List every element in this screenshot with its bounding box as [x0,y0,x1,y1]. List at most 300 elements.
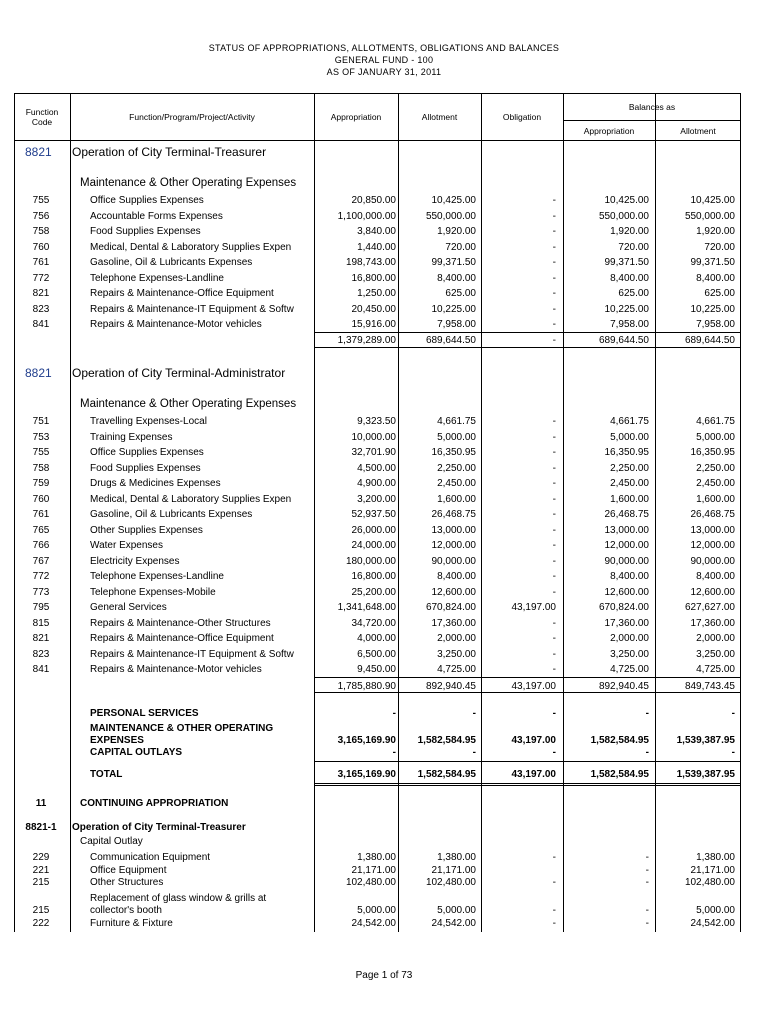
item-name: Travelling Expenses-Local [90,416,207,427]
table-row [0,193,768,208]
item-allotment: 7,958.00 [437,319,476,330]
item-allotment: 12,000.00 [431,540,476,551]
item-obligation: - [552,493,556,505]
subtotal-row [0,333,768,348]
item-name: Other Structures [90,877,164,888]
summary-bal-allotment: - [731,708,735,719]
table-row [0,255,768,270]
col-header-allotment: Allotment [421,112,458,122]
summary-personal-services [0,706,768,721]
item-name: Medical, Dental & Laboratory Supplies Expen [90,493,292,505]
item-obligation: - [552,664,556,675]
table-row [0,616,768,631]
summary-label: MAINTENANCE & OTHER OPERATING [90,723,274,734]
item-obligation: - [552,509,556,520]
item-bal-appropriation: 2,000.00 [610,633,649,644]
table-row [0,662,768,677]
item-appropriation: 9,323.50 [357,416,396,427]
item-appropriation: 34,720.00 [351,617,396,629]
item-bal-appropriation: 625.00 [618,288,649,299]
summary-allotment: 1,582,584.95 [417,735,476,746]
item-allotment: 8,400.00 [437,272,476,284]
item-code: 753 [32,431,50,443]
item-obligation: - [552,210,556,222]
furniture-obligation: - [552,918,556,929]
table-row [0,240,768,255]
summary-bal-appropriation: - [645,747,649,758]
item-obligation: 43,197.00 [511,602,556,613]
item-allotment: 10,425.00 [431,195,476,206]
item-bal-appropriation: 7,958.00 [610,319,649,330]
item-code: 758 [32,226,50,237]
item-appropriation: 52,937.50 [351,509,396,520]
item-code: 759 [32,478,50,489]
item-bal-appropriation: 8,400.00 [610,272,649,284]
item-obligation: - [552,648,556,660]
report-fund: GENERAL FUND - 100 [334,55,434,65]
item-name: Repairs & Maintenance-Motor vehicles [90,664,262,675]
replacement-allotment: 5,000.00 [437,905,476,916]
item-bal-appropriation: 5,000.00 [610,431,649,443]
subtotal-bal-appropriation: 892,940.45 [598,681,649,692]
item-code: 760 [32,241,50,253]
item-appropriation: 102,480.00 [345,877,396,888]
item-appropriation: 20,850.00 [351,195,396,206]
item-bal-appropriation: 8,400.00 [610,571,649,582]
item-obligation: - [552,257,556,268]
item-name: Office Supplies Expenses [90,447,204,458]
replacement-bal-allotment: 5,000.00 [696,905,735,916]
item-allotment: 4,661.75 [437,416,476,427]
table-row [0,414,768,429]
item-appropriation: 1,100,000.00 [337,210,396,222]
item-bal-appropriation: 16,350.95 [604,447,649,458]
item-bal-appropriation: 13,000.00 [604,524,649,536]
item-bal-allotment: 10,225.00 [690,303,735,315]
item-bal-appropriation: 670,824.00 [598,602,649,613]
item-code: 761 [32,257,50,268]
col-header-function: Function/Program/Project/Activity [129,112,255,122]
item-allotment: 625.00 [445,288,476,299]
col-header-bal-allotment: Allotment [680,126,716,136]
item-name: Repairs & Maintenance-IT Equipment & Softw [90,648,294,660]
col-header-appropriation: Appropriation [330,112,382,122]
item-name: Medical, Dental & Laboratory Supplies Expen [90,241,292,253]
item-name: General Services [90,602,167,613]
item-bal-allotment: 26,468.75 [690,509,735,520]
total-bal-allotment: 1,539,387.95 [676,769,735,780]
item-bal-appropriation: 10,425.00 [604,195,649,206]
subtotal-appropriation: 1,785,880.90 [337,681,396,692]
item-obligation: - [552,195,556,206]
item-name: Water Expenses [90,540,163,551]
capital-outlay-group: Capital Outlay [80,836,143,847]
item-code: 841 [32,664,50,675]
item-allotment: 12,600.00 [431,586,476,598]
table-row [0,476,768,491]
expense-group-title: Maintenance & Other Operating Expenses [80,177,297,189]
item-bal-appropriation: - [645,877,649,888]
subtotal-appropriation: 1,379,289.00 [337,335,396,346]
item-name: Repairs & Maintenance-Other Structures [90,617,271,629]
item-name: Other Supplies Expenses [90,524,203,536]
item-bal-allotment: 17,360.00 [690,617,735,629]
item-bal-appropriation: 3,250.00 [610,648,649,660]
item-bal-appropriation: 4,725.00 [610,664,649,675]
summary-label: CAPITAL OUTLAYS [90,747,183,758]
item-name: Repairs & Maintenance-Office Equipment [90,633,274,644]
item-appropriation: 26,000.00 [351,524,396,536]
subtotal-obligation: - [552,335,556,346]
item-obligation: - [552,303,556,315]
item-appropriation: 4,000.00 [357,633,396,644]
item-name: Drugs & Medicines Expenses [90,478,221,489]
summary-bal-appropriation: 1,582,584.95 [590,735,649,746]
item-code: 758 [32,462,50,474]
table-row [0,523,768,538]
item-allotment: 1,380.00 [437,852,476,863]
item-bal-appropriation: 12,000.00 [604,540,649,551]
item-bal-appropriation: - [645,852,649,863]
item-bal-allotment: 5,000.00 [696,431,735,443]
subtotal-allotment: 689,644.50 [425,335,476,346]
item-allotment: 4,725.00 [437,664,476,675]
item-bal-appropriation: 10,225.00 [604,303,649,315]
summary-appropriation: - [392,708,396,719]
item-code: 815 [32,617,50,629]
item-obligation: - [552,555,556,567]
item-allotment: 2,450.00 [437,478,476,489]
item-code: 772 [32,571,50,582]
continuing-subheader [0,820,768,835]
item-bal-allotment: 1,920.00 [696,226,735,237]
item-name: Telephone Expenses-Mobile [90,586,216,598]
table-row [0,492,768,507]
total-appropriation: 3,165,169.90 [337,769,396,780]
item-appropriation: 24,000.00 [351,540,396,551]
item-name: Food Supplies Expenses [90,226,201,237]
item-bal-allotment: 90,000.00 [690,555,735,567]
item-code: 841 [32,319,50,330]
item-name: Food Supplies Expenses [90,462,201,474]
table-row [0,317,768,332]
furniture-code: 222 [32,918,50,929]
item-name: Repairs & Maintenance-Motor vehicles [90,319,262,330]
item-code: 821 [32,633,50,644]
summary-bal-appropriation: - [645,708,649,719]
table-row [0,461,768,476]
section-code: 8821 [25,366,52,380]
furniture-bal-appropriation: - [645,918,649,929]
item-allotment: 102,480.00 [425,877,476,888]
item-allotment: 550,000.00 [425,210,476,222]
item-name: Repairs & Maintenance-IT Equipment & Softw [90,303,294,315]
item-name: Gasoline, Oil & Lubricants Expenses [90,257,253,268]
item-bal-allotment: 625.00 [704,288,735,299]
item-bal-allotment: 3,250.00 [696,648,735,660]
item-code: 221 [32,864,50,876]
item-appropriation: 25,200.00 [351,586,396,598]
item-bal-allotment: 102,480.00 [684,877,735,888]
item-allotment: 13,000.00 [431,524,476,536]
item-appropriation: 21,171.00 [351,864,396,876]
item-appropriation: 16,800.00 [351,571,396,582]
item-appropriation: 180,000.00 [345,555,396,567]
table-row [0,569,768,584]
item-obligation: - [552,617,556,629]
table-row [0,224,768,239]
item-bal-appropriation: - [645,864,649,876]
item-bal-allotment: 12,600.00 [690,586,735,598]
item-bal-allotment: 4,725.00 [696,664,735,675]
item-bal-allotment: 8,400.00 [696,272,735,284]
item-allotment: 26,468.75 [431,509,476,520]
table-row [0,286,768,301]
item-bal-allotment: 1,600.00 [696,493,735,505]
item-allotment: 2,250.00 [437,462,476,474]
item-appropriation: 32,701.90 [351,447,396,458]
subtotal-bal-appropriation: 689,644.50 [598,335,649,346]
item-appropriation: 4,900.00 [357,478,396,489]
item-name: Telephone Expenses-Landline [90,272,224,284]
table-row [0,585,768,600]
item-allotment: 3,250.00 [437,648,476,660]
item-name: Office Supplies Expenses [90,195,204,206]
subtotal-bal-allotment: 849,743.45 [684,681,735,692]
subtotal-obligation: 43,197.00 [511,681,556,692]
summary-label: EXPENSES [90,735,144,746]
item-bal-allotment: 12,000.00 [690,540,735,551]
summary-obligation: - [552,747,556,758]
item-appropriation: 10,000.00 [351,431,396,443]
item-allotment: 17,360.00 [431,617,476,629]
table-row [0,209,768,224]
report-date: AS OF JANUARY 31, 2011 [326,67,442,77]
expense-group-title: Maintenance & Other Operating Expenses [80,398,297,410]
item-obligation: - [552,447,556,458]
item-obligation: - [552,241,556,253]
col-header-balances: Balances as [628,102,676,112]
item-bal-appropriation: 99,371.50 [604,257,649,268]
item-allotment: 1,600.00 [437,493,476,505]
item-code: 761 [32,509,50,520]
col-header-obligation: Obligation [502,112,542,122]
item-appropriation: 1,440.00 [357,241,396,253]
table-row [0,631,768,646]
item-bal-allotment: 21,171.00 [690,864,735,876]
item-bal-appropriation: 17,360.00 [604,617,649,629]
section-title: Operation of City Terminal-Administrator [72,366,286,380]
item-name: Repairs & Maintenance-Office Equipment [90,288,274,299]
item-code: 229 [32,852,50,863]
item-obligation: - [552,272,556,284]
total-allotment: 1,582,584.95 [417,769,476,780]
item-obligation: - [552,226,556,237]
item-bal-appropriation: 12,600.00 [604,586,649,598]
item-code: 760 [32,493,50,505]
furniture-allotment: 24,542.00 [431,918,476,929]
item-obligation: - [552,540,556,551]
continuing-code: 11 [35,798,47,809]
item-allotment: 10,225.00 [431,303,476,315]
replacement-name-line2: collector's booth [90,905,162,916]
furniture-row [0,916,768,931]
item-obligation: - [552,416,556,427]
item-appropriation: 3,840.00 [357,226,396,237]
item-obligation: - [552,877,556,888]
item-code: 215 [32,877,50,888]
item-allotment: 90,000.00 [431,555,476,567]
item-allotment: 670,824.00 [425,602,476,613]
item-name: Communication Equipment [90,852,211,863]
continuing-header [0,796,768,811]
item-code: 823 [32,303,50,315]
item-obligation: - [552,633,556,644]
total-obligation: 43,197.00 [511,769,556,780]
item-code: 767 [32,555,50,567]
item-bal-appropriation: 4,661.75 [610,416,649,427]
item-appropriation: 16,800.00 [351,272,396,284]
subtotal-bal-allotment: 689,644.50 [684,335,735,346]
item-allotment: 5,000.00 [437,431,476,443]
replacement-appropriation: 5,000.00 [357,905,396,916]
capital-outlay-label [0,834,768,849]
item-bal-allotment: 2,250.00 [696,462,735,474]
summary-total [0,767,768,782]
item-name: Office Equipment [90,864,167,876]
furniture-name: Furniture & Fixture [90,918,173,929]
item-bal-allotment: 16,350.95 [690,447,735,458]
item-code: 751 [32,416,50,427]
item-allotment: 1,920.00 [437,226,476,237]
item-appropriation: 3,200.00 [357,493,396,505]
replacement-name-line1: Replacement of glass window & grills at [90,893,267,904]
replacement-code: 215 [32,905,50,916]
item-code: 766 [32,540,50,551]
summary-bal-allotment: 1,539,387.95 [676,735,735,746]
page-number: Page 1 of 73 [355,970,413,981]
item-appropriation: 9,450.00 [357,664,396,675]
summary-label: PERSONAL SERVICES [90,708,199,719]
item-bal-allotment: 7,958.00 [696,319,735,330]
table-row [0,271,768,286]
summary-capital-outlays [0,745,768,760]
summary-allotment: - [472,747,476,758]
continuing-title: CONTINUING APPROPRIATION [80,798,229,809]
item-allotment: 720.00 [445,241,476,253]
item-bal-allotment: 720.00 [704,241,735,253]
item-bal-appropriation: 26,468.75 [604,509,649,520]
item-obligation: - [552,288,556,299]
subtotal-row [0,679,768,694]
item-obligation: - [552,852,556,863]
item-obligation: - [552,586,556,598]
item-obligation: - [552,431,556,443]
table-row [0,875,768,890]
item-name: Gasoline, Oil & Lubricants Expenses [90,509,253,520]
item-appropriation: 20,450.00 [351,303,396,315]
item-bal-allotment: 13,000.00 [690,524,735,536]
item-obligation: - [552,571,556,582]
summary-obligation: 43,197.00 [511,735,556,746]
item-obligation: - [552,462,556,474]
table-row [0,600,768,615]
replacement-obligation: - [552,905,556,916]
item-code: 821 [32,288,50,299]
summary-appropriation: - [392,747,396,758]
item-obligation: - [552,524,556,536]
summary-allotment: - [472,708,476,719]
item-bal-appropriation: 1,600.00 [610,493,649,505]
item-bal-appropriation: 2,250.00 [610,462,649,474]
item-code: 773 [32,586,50,598]
col-header-code: Function Code [25,107,59,127]
table-row [0,302,768,317]
item-obligation: - [552,319,556,330]
table-row [0,445,768,460]
item-appropriation: 198,743.00 [345,257,396,268]
item-bal-appropriation: 550,000.00 [598,210,649,222]
item-obligation: - [552,478,556,489]
item-allotment: 2,000.00 [437,633,476,644]
item-name: Training Expenses [90,431,173,443]
section-title: Operation of City Terminal-Treasurer [72,145,267,159]
item-bal-allotment: 2,450.00 [696,478,735,489]
summary-obligation: - [552,708,556,719]
item-code: 823 [32,648,50,660]
section-code: 8821 [25,145,52,159]
item-name: Accountable Forms Expenses [90,210,223,222]
item-bal-appropriation: 2,450.00 [610,478,649,489]
table-row [0,507,768,522]
summary-label: TOTAL [90,769,123,780]
item-appropriation: 15,916.00 [351,319,396,330]
item-name: Electricity Expenses [90,555,180,567]
item-allotment: 99,371.50 [431,257,476,268]
item-allotment: 8,400.00 [437,571,476,582]
replacement-bal-appropriation: - [645,905,649,916]
item-name: Telephone Expenses-Landline [90,571,224,582]
report-title: STATUS OF APPROPRIATIONS, ALLOTMENTS, OBLIGATIONS AND BALANCES [208,43,560,53]
table-row [0,538,768,553]
table-row [0,554,768,569]
col-header-bal-appropriation: Appropriation [583,126,635,136]
item-code: 772 [32,272,50,284]
item-bal-allotment: 10,425.00 [690,195,735,206]
item-bal-allotment: 99,371.50 [690,257,735,268]
subtotal-allotment: 892,940.45 [425,681,476,692]
item-bal-allotment: 4,661.75 [696,416,735,427]
item-code: 765 [32,524,50,536]
item-appropriation: 1,380.00 [357,852,396,863]
item-appropriation: 1,250.00 [357,288,396,299]
item-allotment: 16,350.95 [431,447,476,458]
item-code: 795 [32,602,50,613]
summary-appropriation: 3,165,169.90 [337,735,396,746]
item-appropriation: 6,500.00 [357,648,396,660]
furniture-appropriation: 24,542.00 [351,918,396,929]
continuing-sub-title: Operation of City Terminal-Treasurer [72,822,246,833]
item-bal-allotment: 8,400.00 [696,571,735,582]
summary-bal-allotment: - [731,747,735,758]
item-bal-allotment: 627,627.00 [684,602,735,613]
table-row [0,430,768,445]
item-bal-appropriation: 90,000.00 [604,555,649,567]
item-code: 756 [32,210,50,222]
item-bal-appropriation: 1,920.00 [610,226,649,237]
item-appropriation: 4,500.00 [357,462,396,474]
furniture-bal-allotment: 24,542.00 [690,918,735,929]
